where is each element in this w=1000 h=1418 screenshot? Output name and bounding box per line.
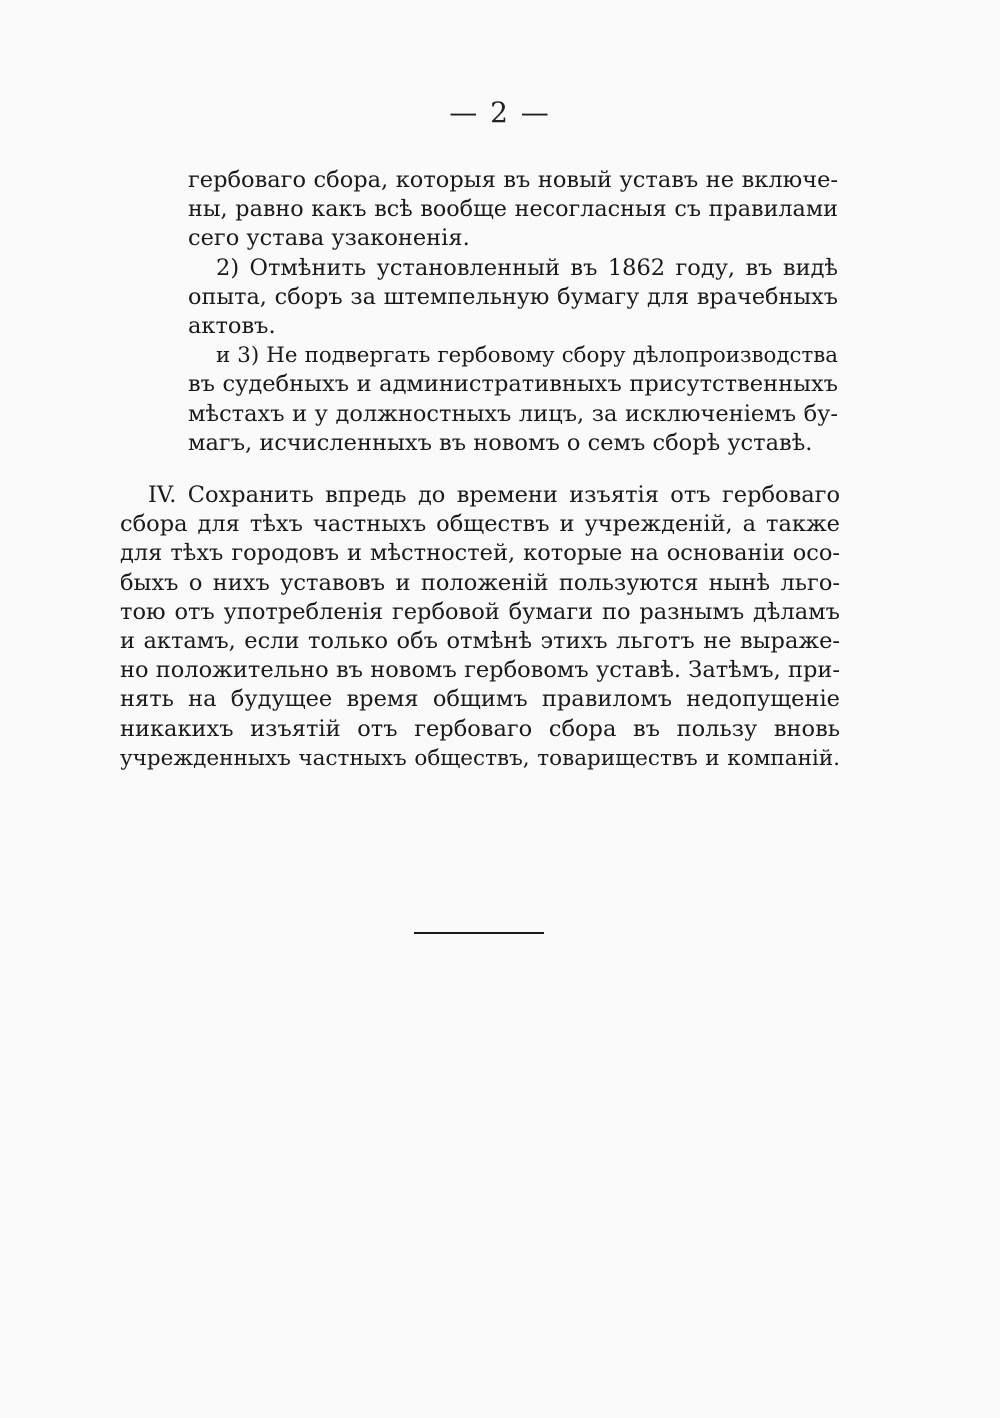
text-line: магъ, исчисленныхъ въ новомъ о семъ сборѣ уставѣ. xyxy=(188,429,813,456)
text-line: сбора для тѣхъ частныхъ обществъ и учрежденій, а также xyxy=(120,511,840,538)
text-line: гербоваго сбора, которыя въ новый уставъ не включе- xyxy=(188,167,838,193)
text-line: учрежденныхъ частныхъ обществъ, товариществъ и компаній. xyxy=(120,745,840,771)
text-line: ны, равно какъ всѣ вообще несогласныя съ правилами xyxy=(188,196,838,223)
text-line: въ судебныхъ и административныхъ присутственныхъ xyxy=(188,371,838,398)
page-number: — 2 — xyxy=(449,96,551,129)
section-iv xyxy=(120,481,840,773)
text-line: и 3) Не подвергать гербовому сбору дѣлопроизводства xyxy=(216,343,838,369)
section-iii-continued xyxy=(188,166,838,458)
text-line: нять на будущее время общимъ правиломъ недопущеніе xyxy=(120,686,840,713)
text-line: опыта, сборъ за штемпельную бумагу для врачебныхъ xyxy=(188,283,838,310)
section-end-rule xyxy=(414,932,544,934)
text-line: никакихъ изъятій отъ гербоваго сбора въ пользу вновь xyxy=(120,715,840,742)
text-line: и актамъ, если только объ отмѣнѣ этихъ льготъ не выраже- xyxy=(120,628,840,655)
text-line: 2) Отмѣнить установленный въ 1862 году, въ видѣ xyxy=(216,254,838,281)
text-line: но положительно въ новомъ гербовомъ уставѣ. Затѣмъ, при- xyxy=(120,657,840,684)
text-line: для тѣхъ городовъ и мѣстностей, которые на основаніи осо- xyxy=(120,540,840,567)
text-line: актовъ. xyxy=(188,313,276,340)
text-line: мѣстахъ и у должностныхъ лицъ, за исключеніемъ бу- xyxy=(188,400,838,427)
text-line: быхъ о нихъ уставовъ и положеній пользуются нынѣ льго- xyxy=(120,569,840,596)
text-line: тою отъ употребленія гербовой бумаги по разнымъ дѣламъ xyxy=(120,598,840,625)
text-line: сего устава узаконенія. xyxy=(188,225,470,252)
text-line: IV. Сохранить впредь до времени изъятія отъ гербоваго xyxy=(148,482,840,508)
